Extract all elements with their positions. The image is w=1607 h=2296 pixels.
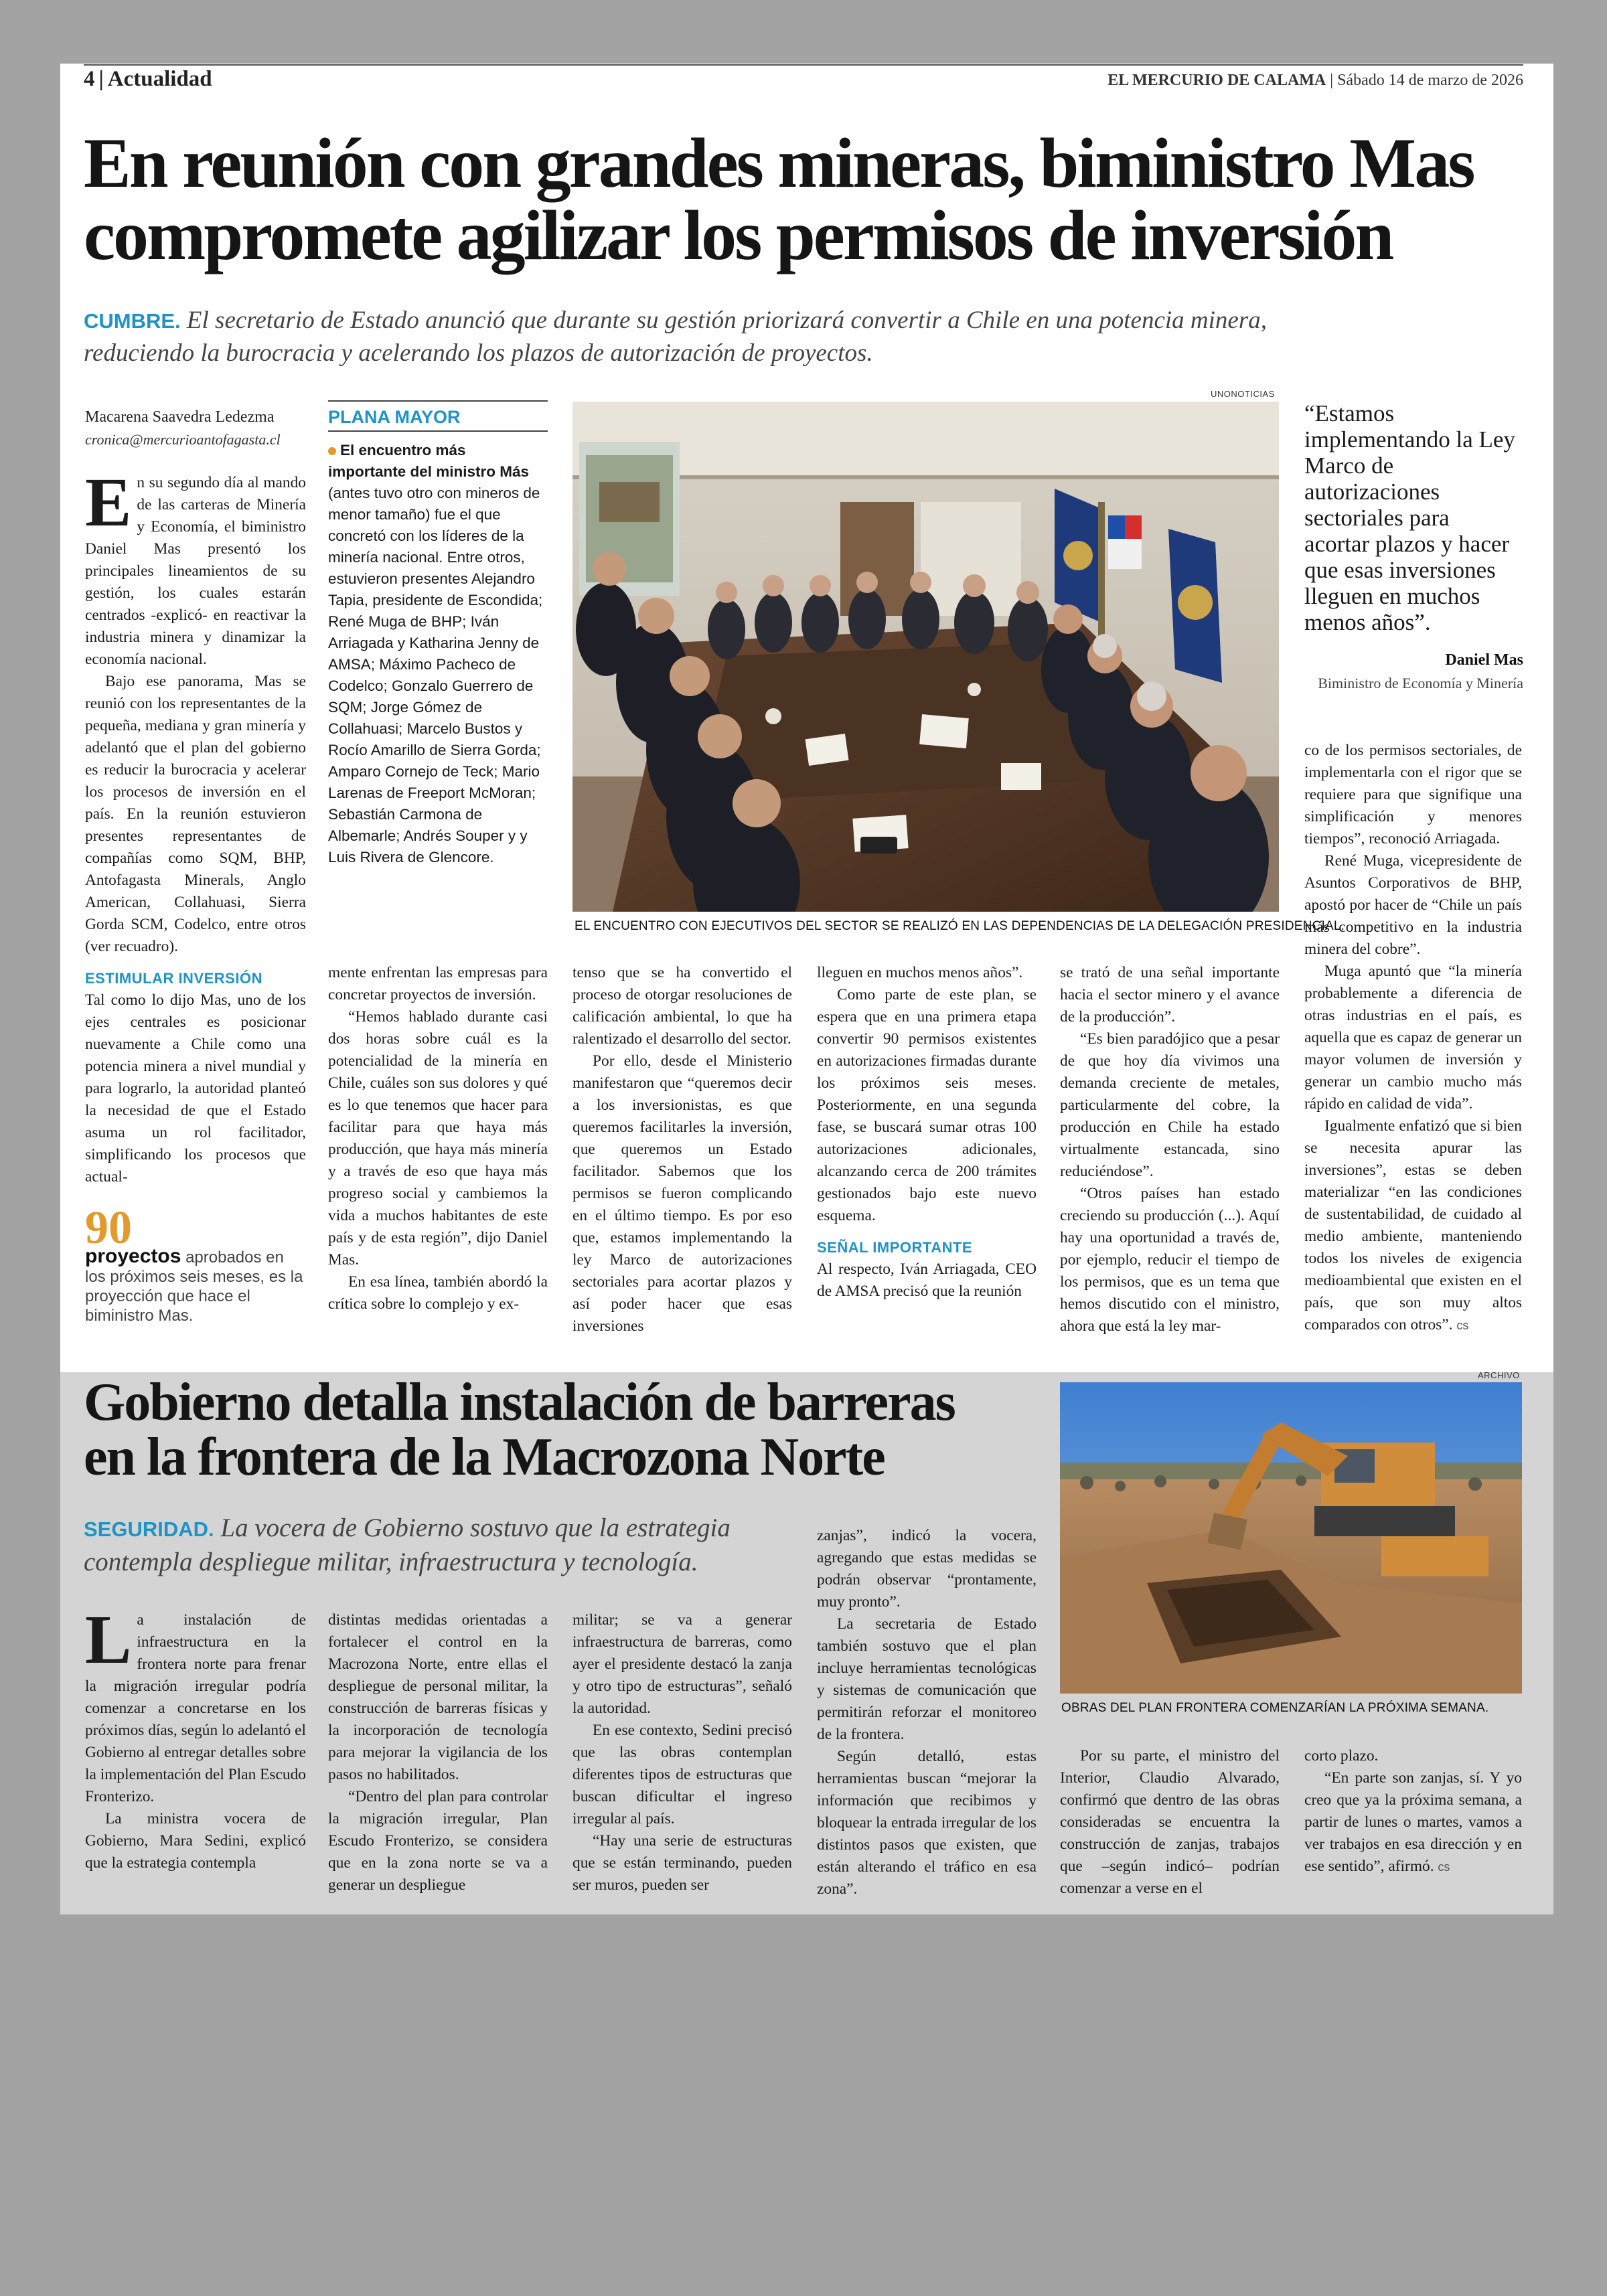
article-1-column-3 bbox=[572, 962, 792, 1337]
subheading: SEÑAL IMPORTANTE bbox=[817, 1239, 973, 1256]
box-body-text: (antes tuvo otro con mineros de menor tamaño) fue el que concretó con los líderes de la minería nacional. Entre otros, estuvieron presentes Alejandro Tapia, presidente de Escondida; René Muga de BHP; Iván Arriagada y Katharina Jenny de AMSA; Máximo Pacheco de Codelco; Gonzalo Guerrero de SQM; Jorge Gómez de Collahuasi; Marcelo Bustos y Rocío Amarillo de Sierra Gorda; Amparo Cornejo de Teck; Mario Larenas de Freeport McMoran; Sebastián Carmona de Albemarle; Andrés Souper y y Luis Rivera de Glencore. bbox=[328, 485, 543, 866]
page-header-left bbox=[84, 67, 212, 92]
stat-number: 90 bbox=[85, 1202, 132, 1254]
end-mark-icon: cs bbox=[1456, 1319, 1469, 1332]
paragraph: “Hay una serie de estructuras que se están terminando, pueden ser muros, pueden ser bbox=[572, 1832, 792, 1894]
article-1-column-1 bbox=[85, 464, 306, 1188]
paragraph: zanjas”, indicó la vocera, agregando que estas medidas se podrán observar “prontamente, muy pronto”. bbox=[817, 1527, 1037, 1611]
issue-date: Sábado 14 de marzo de 2026 bbox=[1337, 72, 1523, 89]
stat-description bbox=[85, 1246, 306, 1325]
article-2-column-3 bbox=[572, 1609, 792, 1896]
lead-text: reduciendo la burocracia y acelerando los plazos de autorización de proyectos. bbox=[84, 339, 873, 367]
lead-text: La vocera de Gobierno sostuvo que la estrategia bbox=[220, 1513, 731, 1542]
paragraph: se trató de una señal importante hacia el sector minero y el avance de la producción”. bbox=[1060, 964, 1280, 1026]
paragraph: Según detalló, estas herramientas buscan “mejorar la información que recibimos y bloquear la entrada irregular de los distintos pasos que existen, que están alterando el tráfico en esa zona”. bbox=[817, 1748, 1037, 1898]
meeting-photo-illustration bbox=[572, 402, 1279, 912]
paragraph: a instalación de infraestructura en la frontera norte para frenar la migración irregular podría comenzar a concretarse en los próximos días, según lo adelantó el Gobierno al entregar detalles sobre la implementación del Plan Escudo Fronterizo. bbox=[85, 1611, 307, 1805]
headline-line: compromete agilizar los permisos de inversión bbox=[84, 196, 1393, 275]
paragraph: La ministra vocera de Gobierno, Mara Sedini, explicó que la estrategia contempla bbox=[85, 1810, 306, 1872]
article-1-column-6 bbox=[1304, 740, 1522, 1337]
excavation-photo bbox=[1060, 1382, 1522, 1694]
pull-quote: “Estamos implementando la Ley Marco de autorizaciones sectoriales para acortar plazos y hacer que esas inversiones lleguen en muchos menos años”. bbox=[1304, 400, 1515, 635]
photo-caption: OBRAS DEL PLAN FRONTERA COMENZARÍAN LA PRÓXIMA SEMANA. bbox=[1061, 1701, 1489, 1715]
headline-line: En reunión con grandes mineras, biministro Mas bbox=[84, 124, 1474, 202]
drop-cap: E bbox=[85, 464, 132, 541]
paragraph: lleguen en muchos menos años”. bbox=[817, 964, 1023, 981]
paragraph: En esa línea, también abordó la crítica sobre lo complejo y ex- bbox=[328, 1273, 548, 1313]
paragraph: co de los permisos sectoriales, de implementarla con el rigor que se requiere para que signifique una simplificación y menores tiempos”, reconoció Arriagada. bbox=[1304, 742, 1522, 847]
box-bold-text: El encuentro más importante del ministro Más bbox=[328, 442, 530, 480]
lead-kicker: SEGURIDAD. bbox=[84, 1518, 214, 1541]
article-2-column-4 bbox=[817, 1525, 1037, 1900]
paragraph: “Dentro del plan para controlar la migración irregular, Plan Escudo Fronterizo, se considera que en la zona norte se va a generar un despliegue bbox=[328, 1788, 548, 1894]
excavation-photo-illustration bbox=[1060, 1382, 1522, 1694]
meeting-photo bbox=[572, 402, 1279, 912]
stat-bold: proyectos bbox=[85, 1245, 181, 1267]
article-2-column-1 bbox=[85, 1601, 307, 1874]
paragraph: Igualmente enfatizó que si bien se necesita apurar las inversiones”, estas se deben materializar “en las condiciones de sustentabilidad, de cuidado al medio ambiente, manteniendo todos los niveles de exigencia medioambiental que existen en el país, que son muy altos comparados con otros”. bbox=[1304, 1117, 1522, 1333]
paragraph: “En parte son zanjas, sí. Y yo creo que ya la próxima semana, a partir de lunes o martes, vamos a ver trabajos en esa dirección y en ese sentido”, afirmó. bbox=[1304, 1769, 1522, 1875]
quote-author-role: Biministro de Economía y Minería bbox=[1318, 675, 1523, 691]
paragraph: mente enfrentan las empresas para concretar proyectos de inversión. bbox=[328, 964, 548, 1003]
paragraph: tenso que se ha convertido el proceso de otorgar resoluciones de calificación ambiental, lo que ha ralentizado el desarrollo del sector. bbox=[572, 964, 792, 1048]
photo-caption: EL ENCUENTRO CON EJECUTIVOS DEL SECTOR SE REALIZÓ EN LAS DEPENDENCIAS DE LA DELEGACIÓN PRESIDENCIAL. bbox=[575, 919, 1345, 933]
author-email[interactable]: cronica@mercurioantofagasta.cl bbox=[85, 431, 281, 448]
paragraph: corto plazo. bbox=[1304, 1747, 1379, 1765]
paragraph: Como parte de este plan, se espera que en una primera etapa convertir 90 permisos existentes en autorizaciones firmadas durante los próximos seis meses. Posteriormente, en una segunda fase, se buscará sumar otras 100 autorizaciones adicionales, alcanzando cerca de 200 trámites gestionados bajo este nuevo esquema. bbox=[817, 986, 1037, 1224]
paragraph: militar; se va a generar infraestructura de barreras, como ayer el presidente destacó la zanja y otro tipo de estructuras”, señaló la autoridad. bbox=[572, 1611, 792, 1717]
paragraph: Por su parte, el ministro del Interior, Claudio Alvarado, confirmó que dentro de las obras consideradas se encuentra la construcción de zanjas, trabajos que –según indicó– podrían comenzar a verse en el bbox=[1060, 1747, 1280, 1897]
paragraph: Tal como lo dijo Mas, uno de los ejes centrales es posicionar nuevamente a Chile como una potencia minera a nivel mundial y para lograrlo, la autoridad planteó la necesidad de que el Estado asuma un rol facilitador, simplificando los procesos que actual- bbox=[85, 991, 306, 1185]
section-name: Actualidad bbox=[107, 67, 212, 91]
lead-text: El secretario de Estado anunció que durante su gestión priorizará convertir a Chile en una potencia minera, bbox=[186, 307, 1267, 334]
headline-line: en la frontera de la Macrozona Norte bbox=[84, 1427, 885, 1487]
paragraph: Por ello, desde el Ministerio manifestaron que “queremos decir a los inversionistas, es que queremos facilitarles la inversión, que queremos un Estado facilitador. Sabemos que los permisos se fueron complicando en el último tiempo. Es por eso que, estamos implementando la ley Marco de autorizaciones sectoriales para acortar plazos y así poder hacer que esas inversiones bbox=[572, 1052, 792, 1335]
paragraph: En ese contexto, Sedini precisó que las obras contemplan diferentes tipos de estructuras que buscan dificultar el ingreso irregular al país. bbox=[572, 1722, 792, 1827]
drop-cap: L bbox=[85, 1601, 132, 1678]
author-name: Macarena Saavedra Ledezma bbox=[85, 408, 275, 426]
photo-credit: UNONOTICIAS bbox=[1211, 389, 1275, 399]
photo-credit: ARCHIVO bbox=[1478, 1370, 1520, 1380]
box-text bbox=[328, 440, 548, 868]
paragraph: Al respecto, Iván Arriagada, CEO de AMSA precisó que la reunión bbox=[817, 1260, 1037, 1300]
page-number: 4 bbox=[84, 67, 95, 91]
paragraph: “Otros países han estado creciendo su producción (...). Aquí hay una oportunidad a través de, por ejemplo, reducir el tiempo de los permisos, que es un tema que hemos discutido con el ministro, ahora que está la ley mar- bbox=[1060, 1185, 1280, 1335]
article-1-headline bbox=[84, 124, 1530, 275]
stat-text: aprobados en los próximos seis meses, es la proyección que hace el biministro Mas. bbox=[85, 1248, 303, 1325]
bullet-dot-icon bbox=[328, 447, 336, 455]
page-header-right: EL MERCURIO DE CALAMA | Sábado 14 de marzo de 2026 bbox=[1107, 72, 1523, 89]
paragraph: Muga apuntó que “la minería probablemente a diferencia de otras industrias en el país, es aquella que es capaz de generar un mayor volumen de inversión y generar un cambio mucho más rápido en calidad de vida”. bbox=[1304, 963, 1522, 1113]
header-rule bbox=[84, 64, 1523, 66]
paragraph: René Muga, vicepresidente de Asuntos Corporativos de BHP, apostó por hacer de “Chile un país más competitivo en la industria minera del cobre”. bbox=[1304, 852, 1522, 958]
box-title: PLANA MAYOR bbox=[328, 407, 548, 432]
quote-author: Daniel Mas bbox=[1445, 651, 1523, 669]
article-2-lead bbox=[84, 1511, 820, 1580]
lead-kicker: CUMBRE. bbox=[84, 309, 181, 333]
end-mark-icon: cs bbox=[1438, 1860, 1450, 1874]
paragraph: La secretaria de Estado también sostuvo que el plan incluye herramientas tecnológicas y sistemas de comunicación que permitirán reforzar el monitoreo de la frontera. bbox=[817, 1615, 1037, 1743]
article-2-column-6 bbox=[1304, 1745, 1522, 1878]
paragraph: “Hemos hablado durante casi dos horas sobre cuál es la potencialidad de la minería en Chile, cuáles son sus dolores y qué es lo que tenemos que hacer para facilitar para que haya más producción, que haya más minería y a través de eso que haya más progreso social y cambiemos la vida a muchos habitantes de este país y de esta región”, dijo Daniel Mas. bbox=[328, 1008, 548, 1268]
article-1-lead bbox=[84, 305, 1530, 370]
header-separator: | bbox=[98, 67, 104, 91]
newspaper-name: EL MERCURIO DE CALAMA bbox=[1107, 72, 1326, 89]
article-1-column-5 bbox=[1060, 962, 1280, 1337]
article-2-headline bbox=[84, 1373, 1021, 1487]
lead-text: contempla despliegue militar, infraestructura y tecnología. bbox=[84, 1548, 698, 1577]
article-2-column-2 bbox=[328, 1609, 548, 1896]
article-1-column-2 bbox=[328, 962, 548, 1315]
article-2-column-5 bbox=[1060, 1745, 1280, 1900]
paragraph: distintas medidas orientadas a fortalecer el control en la Macrozona Norte, entre ellas el despliegue de personal militar, la construcción de barreras físicas y la incorporación de tecnología para mejorar la vigilancia de los pasos no habilitados. bbox=[328, 1611, 548, 1783]
plana-mayor-box bbox=[328, 400, 548, 868]
paragraph: n su segundo día al mando de las carteras de Minería y Economía, el biministro Daniel Mas presentó los principales lineamientos de su gestión, los cuales estarán centrados -explicó- en reactivar la industria minera y dinamizar la economía nacional. bbox=[85, 474, 306, 668]
subheading: ESTIMULAR INVERSIÓN bbox=[85, 970, 262, 987]
paragraph: “Es bien paradójico que a pesar de que hoy día vivimos una demanda creciente de metales, particularmente del cobre, la producción en Chile ha estado virtualmente estancada, sino reduciéndose”. bbox=[1060, 1030, 1280, 1180]
paragraph: Bajo ese panorama, Mas se reunió con los representantes de la pequeña, mediana y gran minería y adelantó que el plan del gobierno es reducir la burocracia y acelerar los procesos de inversión en el país. En la reunión estuvieron presentes representantes de compañías como SQM, BHP, Antofagasta Minerals, Anglo American, Collahuasi, Sierra Gorda SCM, Codelco, entre otros (ver recuadro). bbox=[85, 673, 306, 955]
article-1-column-4 bbox=[817, 962, 1037, 1303]
headline-line: Gobierno detalla instalación de barreras bbox=[84, 1373, 955, 1432]
